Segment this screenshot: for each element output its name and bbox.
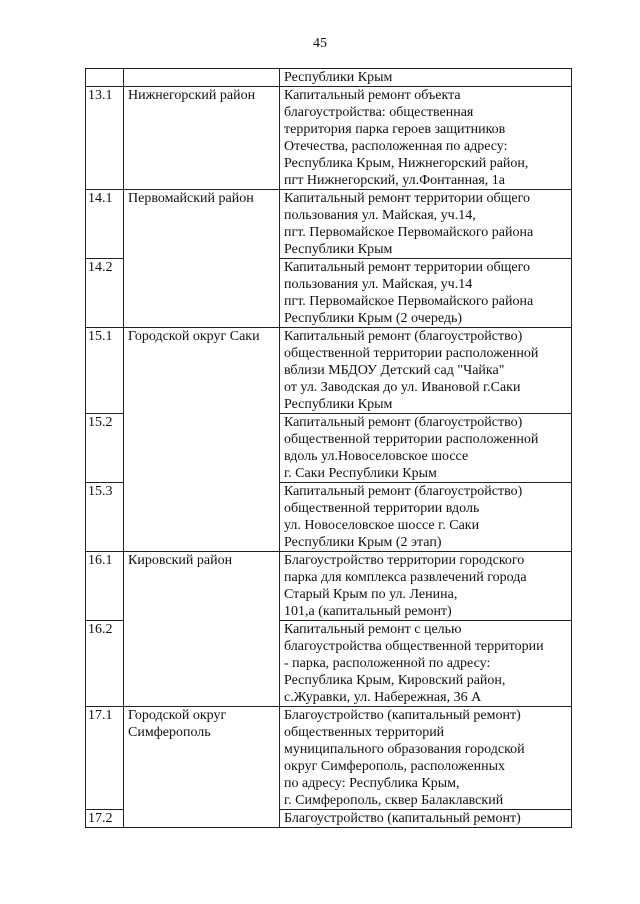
description-cell [280, 190, 572, 259]
description-line: Республики Крым [284, 70, 393, 85]
row-number: 14.1 [86, 190, 124, 259]
row-number [86, 69, 124, 87]
description-line: пгт Нижнегорский, ул.Фонтанная, 1а [284, 173, 506, 188]
district-cell [124, 69, 280, 87]
district-cell: Кировский район [124, 552, 280, 707]
description-line: Благоустройство территории городского [284, 553, 525, 568]
description-line: по адресу: Республика Крым, [284, 776, 460, 791]
description-line: Республика Крым, Кировский район, [284, 673, 506, 688]
description-line: пользования ул. Майская, уч.14, [284, 208, 476, 223]
table-row [86, 707, 572, 810]
table-row [86, 69, 572, 87]
description-line: Республики Крым [284, 397, 393, 412]
table-row [86, 552, 572, 621]
description-cell [280, 707, 572, 810]
district-cell: Нижнегорский район [124, 87, 280, 190]
description-cell [280, 414, 572, 483]
description-line: пгт. Первомайское Первомайского района [284, 225, 534, 240]
row-number: 15.3 [86, 483, 124, 552]
row-number: 15.2 [86, 414, 124, 483]
description-cell [280, 328, 572, 414]
row-number: 17.1 [86, 707, 124, 810]
description-line: с.Журавки, ул. Набережная, 36 А [284, 690, 482, 705]
description-line: Благоустройство (капитальный ремонт) [284, 811, 521, 826]
row-number: 14.2 [86, 259, 124, 328]
description-line: муниципального образования городской [284, 742, 525, 757]
description-line: - парка, расположенной по адресу: [284, 656, 491, 671]
description-line: пгт. Первомайское Первомайского района [284, 294, 534, 309]
table-row [86, 328, 572, 414]
description-line: общественной территории расположенной [284, 346, 539, 361]
projects-table-body [86, 69, 572, 828]
description-cell [280, 810, 572, 828]
description-line: от ул. Заводская до ул. Ивановой г.Саки [284, 380, 521, 395]
description-cell [280, 69, 572, 87]
description-line: Республики Крым (2 этап) [284, 535, 442, 550]
description-cell [280, 483, 572, 552]
row-number: 15.1 [86, 328, 124, 414]
description-line: парка для комплекса развлечений города [284, 570, 527, 585]
row-number: 13.1 [86, 87, 124, 190]
description-line: Республики Крым (2 очередь) [284, 311, 463, 326]
district-cell: Городской округ Симферополь [124, 707, 280, 828]
description-line: Капитальный ремонт территории общего [284, 260, 530, 275]
description-line: Республики Крым [284, 242, 393, 257]
district-cell: Городской округ Саки [124, 328, 280, 552]
row-number: 17.2 [86, 810, 124, 828]
description-line: Капитальный ремонт территории общего [284, 191, 530, 206]
description-cell [280, 552, 572, 621]
description-line: благоустройства общественной территории [284, 639, 544, 654]
row-number: 16.2 [86, 621, 124, 707]
description-cell [280, 87, 572, 190]
description-line: г. Саки Республики Крым [284, 466, 437, 481]
description-cell [280, 259, 572, 328]
description-line: общественной территории вдоль [284, 501, 480, 516]
description-line: округ Симферополь, расположенных [284, 759, 505, 774]
page-number: 45 [313, 36, 327, 51]
description-line: ул. Новоселовское шоссе г. Саки [284, 518, 480, 533]
district-cell: Первомайский район [124, 190, 280, 328]
description-line: Капитальный ремонт (благоустройство) [284, 329, 523, 344]
description-line: Капитальный ремонт объекта [284, 88, 461, 103]
row-number: 16.1 [86, 552, 124, 621]
table-row [86, 87, 572, 190]
description-line: Капитальный ремонт (благоустройство) [284, 484, 523, 499]
description-line: Старый Крым по ул. Ленина, [284, 587, 458, 602]
description-line: Капитальный ремонт (благоустройство) [284, 415, 523, 430]
description-cell [280, 621, 572, 707]
description-line: пользования ул. Майская, уч.14 [284, 277, 473, 292]
description-line: общественной территории расположенной [284, 432, 539, 447]
description-line: территория парка героев защитников [284, 122, 506, 137]
description-line: общественных территорий [284, 725, 445, 740]
description-line: вдоль ул.Новоселовское шоссе [284, 449, 469, 464]
description-line: вблизи МБДОУ Детский сад "Чайка" [284, 363, 505, 378]
description-line: 101,а (капитальный ремонт) [284, 604, 452, 619]
projects-table [85, 68, 572, 828]
description-line: Капитальный ремонт с целью [284, 622, 462, 637]
description-line: г. Симферополь, сквер Балаклавский [284, 793, 504, 808]
description-line: Отечества, расположенная по адресу: [284, 139, 508, 154]
table-row [86, 190, 572, 259]
description-line: Республика Крым, Нижнегорский район, [284, 156, 529, 171]
description-line: благоустройства: общественная [284, 105, 474, 120]
description-line: Благоустройство (капитальный ремонт) [284, 708, 521, 723]
